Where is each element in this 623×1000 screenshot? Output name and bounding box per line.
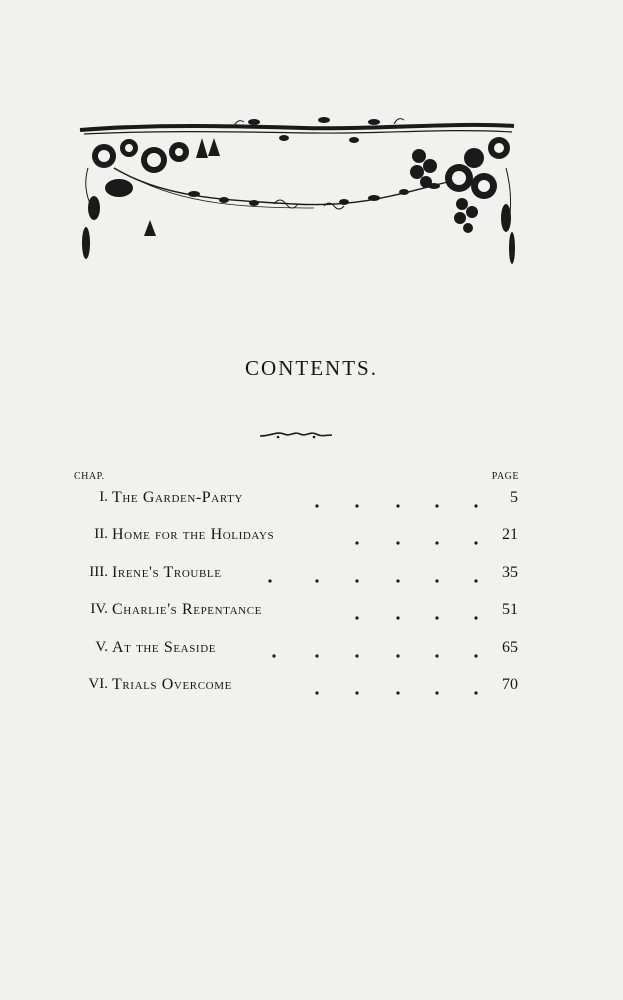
leader-dots [0, 564, 623, 594]
page-number: 5 [510, 489, 518, 506]
leader-dots [0, 639, 623, 669]
floral-fruit-vine-headpiece-icon [74, 108, 519, 273]
leader-dots [0, 676, 623, 706]
chap-column-header: CHAP. [74, 471, 105, 482]
chapter-number: IV. [90, 601, 108, 617]
contents-row [0, 526, 623, 556]
chapter-title: Trials Overcome [112, 676, 232, 693]
chapter-title: Irene's Trouble [112, 564, 222, 581]
chapter-title: Home for the Holidays [112, 526, 275, 543]
contents-row [0, 676, 623, 706]
chapter-number: VI. [88, 676, 108, 692]
contents-row [0, 489, 623, 519]
page-number: 65 [502, 639, 518, 656]
page-number: 51 [502, 601, 518, 618]
contents-row [0, 639, 623, 669]
contents-title: CONTENTS. [245, 356, 378, 380]
page-number: 35 [502, 564, 518, 581]
leader-dots [0, 526, 623, 556]
chapter-title: The Garden-Party [112, 489, 243, 506]
page-number: 70 [502, 676, 518, 693]
contents-row [0, 564, 623, 594]
chapter-title: At the Seaside [112, 639, 217, 656]
flourish-rule-icon [258, 428, 334, 442]
chapter-number: I. [99, 489, 108, 505]
chapter-number: II. [94, 526, 108, 542]
leader-dots [0, 489, 623, 519]
chapter-number: V. [95, 639, 108, 655]
chapter-title: Charlie's Repentance [112, 601, 262, 618]
page-column-header: PAGE [491, 471, 519, 482]
leader-dots [0, 601, 623, 631]
contents-row [0, 601, 623, 631]
chapter-number: III. [89, 564, 108, 580]
page-number: 21 [502, 526, 518, 543]
